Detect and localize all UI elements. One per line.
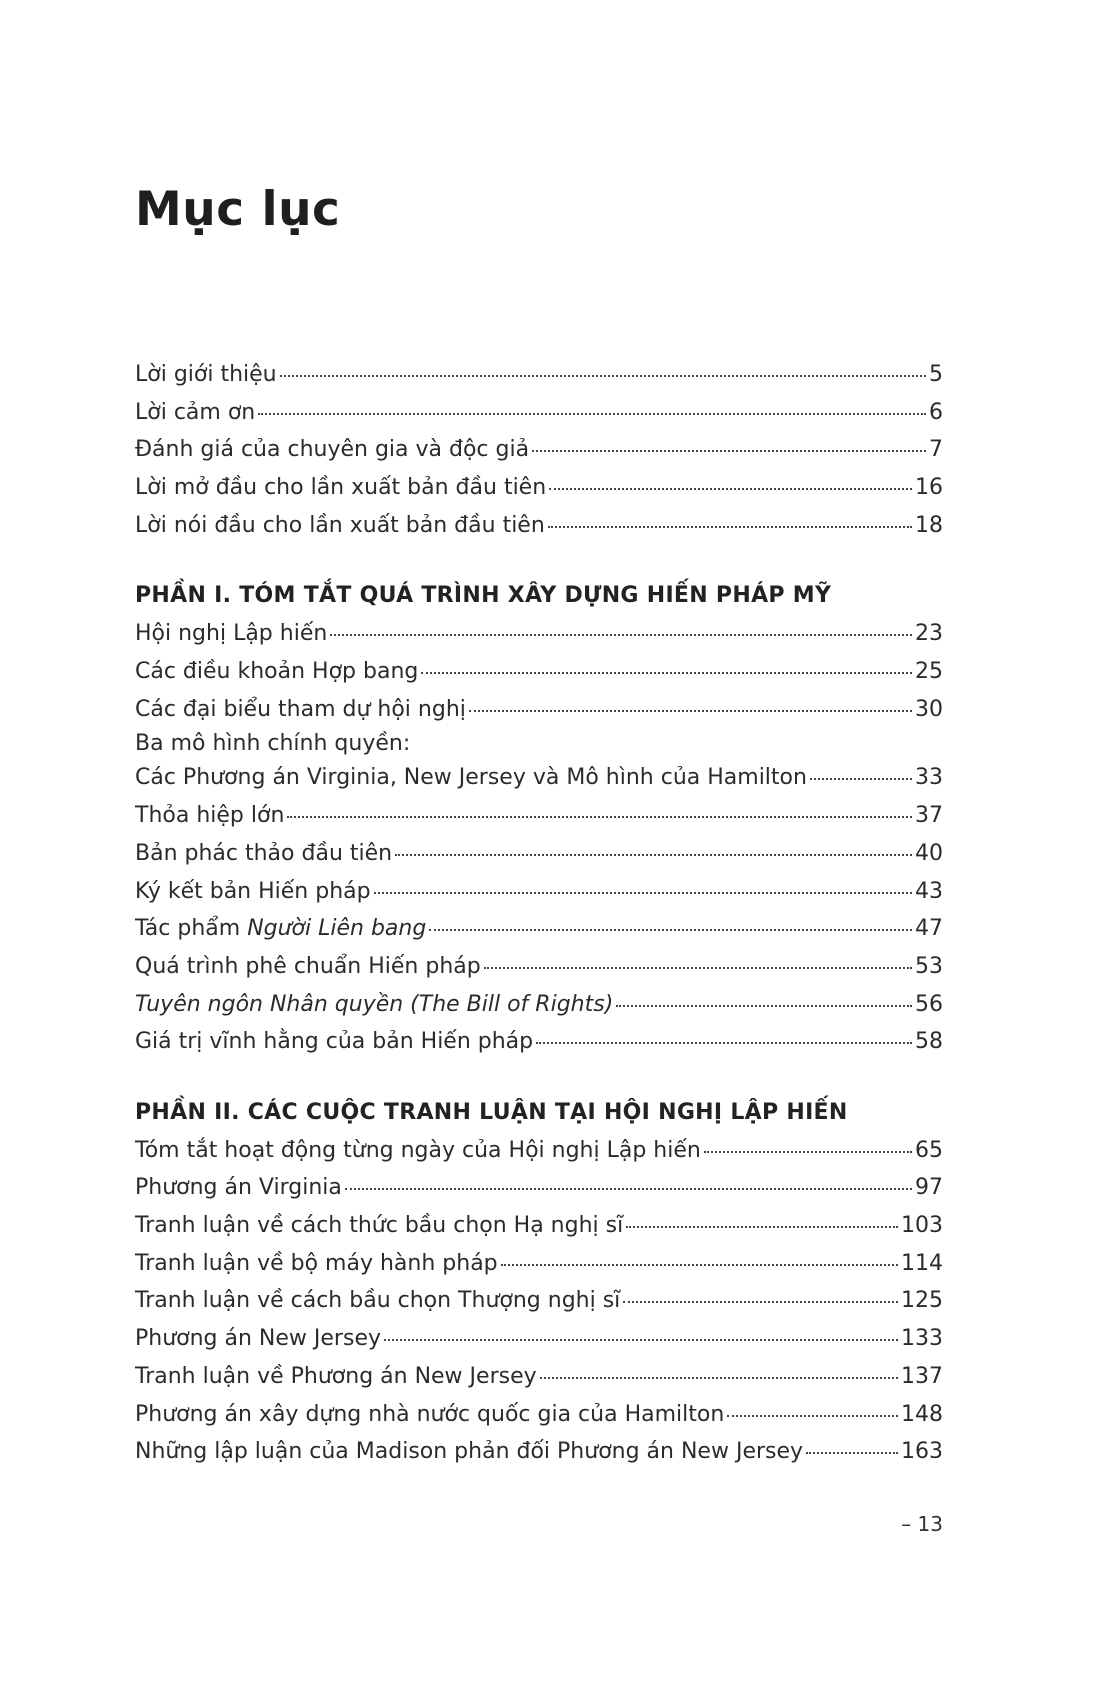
toc-entry-title: Lời mở đầu cho lần xuất bản đầu tiên — [135, 475, 547, 501]
table-of-contents — [135, 356, 943, 1471]
toc-entry-title: Tranh luận về cách thức bầu chọn Hạ nghị sĩ — [135, 1213, 624, 1239]
toc-entry — [135, 1433, 943, 1471]
dot-leader — [258, 411, 926, 415]
dot-leader — [287, 814, 912, 818]
toc-entry-page: 137 — [901, 1363, 943, 1389]
toc-entry-title-italic: Người Liên bang — [247, 916, 427, 942]
toc-entry-page: 97 — [915, 1175, 943, 1201]
toc-entry-page: 23 — [915, 621, 943, 647]
toc-entry-page: 163 — [901, 1439, 943, 1465]
toc-entry-title-prefix: Tác phẩm — [135, 916, 248, 942]
dot-leader — [806, 1450, 898, 1454]
toc-entry-title: Hội nghị Lập hiến — [135, 621, 328, 647]
toc-entry-title: Tranh luận về Phương án New Jersey — [135, 1363, 537, 1389]
toc-entry-title: Phương án New Jersey — [135, 1326, 381, 1352]
toc-entry-title: Phương án xây dựng nhà nước quốc gia của Hamilton — [135, 1401, 725, 1427]
dot-leader — [616, 1003, 912, 1007]
toc-entry-title-line2: Các Phương án Virginia, New Jersey và Mô hình của Hamilton — [135, 765, 807, 791]
toc-entry — [135, 653, 943, 691]
toc-entry-title: Những lập luận của Madison phản đối Phương án New Jersey — [135, 1439, 804, 1465]
toc-entry-title: Phương án Virginia — [135, 1175, 342, 1201]
toc-entry-title: Lời cảm ơn — [135, 399, 256, 425]
toc-entry — [135, 691, 943, 729]
toc-entry-page: 18 — [915, 512, 943, 538]
toc-entry — [135, 1023, 943, 1061]
dot-leader — [727, 1413, 898, 1417]
toc-entry — [135, 835, 943, 873]
toc-entry — [135, 1320, 943, 1358]
dot-leader — [421, 670, 912, 674]
toc-entry-title: Lời giới thiệu — [135, 362, 277, 387]
toc-entry-page: 65 — [915, 1137, 943, 1163]
toc-entry — [135, 1358, 943, 1396]
toc-entry — [135, 1282, 943, 1320]
toc-entry — [135, 728, 943, 797]
toc-entry — [135, 1207, 943, 1245]
toc-entry — [135, 507, 943, 545]
toc-entry — [135, 469, 943, 507]
dot-leader — [280, 373, 926, 377]
section-heading-part-1: PHẦN I. TÓM TẮT QUÁ TRÌNH XÂY DỰNG HIẾN PHÁP MỸ — [135, 583, 832, 609]
page-title: Mục lục — [135, 182, 341, 237]
toc-entry-title: Đánh giá của chuyên gia và độc giả — [135, 437, 530, 463]
dot-leader — [501, 1262, 898, 1266]
section-heading-part-2: PHẦN II. CÁC CUỘC TRANH LUẬN TẠI HỘI NGHỊ LẬP HIẾN — [135, 1100, 848, 1125]
toc-entry-page: 37 — [915, 803, 943, 829]
dot-leader — [395, 852, 912, 856]
toc-entry-title: Bản phác thảo đầu tiên — [135, 840, 393, 866]
toc-entry-page: 103 — [901, 1213, 943, 1239]
toc-entry-page: 25 — [915, 658, 943, 684]
toc-entry-title: Tranh luận về bộ máy hành pháp — [135, 1250, 498, 1276]
toc-entry-page: 6 — [929, 399, 943, 425]
toc-entry-title: Giá trị vĩnh hằng của bản Hiến pháp — [135, 1029, 534, 1055]
dot-leader — [484, 965, 912, 969]
toc-entry-line — [135, 759, 943, 797]
toc-entry-page: 58 — [915, 1029, 943, 1055]
dot-leader — [540, 1375, 898, 1379]
dot-leader — [626, 1224, 898, 1228]
toc-entry — [135, 1245, 943, 1283]
toc-entry-page: 7 — [929, 437, 943, 463]
toc-entry-title — [135, 910, 426, 948]
dot-leader — [623, 1299, 898, 1303]
toc-entry-title: Tóm tắt hoạt động từng ngày của Hội nghị Lập hiến — [135, 1137, 701, 1163]
dot-leader — [469, 708, 912, 712]
toc-entry-title-line1: Ba mô hình chính quyền: — [135, 731, 411, 757]
toc-entry — [135, 986, 943, 1024]
dot-leader — [384, 1337, 898, 1341]
toc-entry — [135, 394, 943, 432]
toc-entry-page: 125 — [901, 1288, 943, 1314]
dot-leader — [810, 776, 912, 780]
toc-entry-page: 30 — [915, 696, 943, 722]
toc-entry-title: Các đại biểu tham dự hội nghị — [135, 696, 466, 722]
toc-entry-page: 114 — [901, 1250, 943, 1276]
toc-entry-page: 47 — [915, 916, 943, 942]
toc-entry-page: 53 — [915, 953, 943, 979]
toc-entry — [135, 615, 943, 653]
dot-leader — [548, 524, 912, 528]
toc-entry-page: 16 — [915, 475, 943, 501]
toc-entry-page: 40 — [915, 840, 943, 866]
toc-entry-page: 43 — [915, 878, 943, 904]
toc-entry-title: Tranh luận về cách bầu chọn Thượng nghị sĩ — [135, 1288, 621, 1314]
dot-leader — [345, 1186, 912, 1190]
dot-leader — [549, 486, 912, 490]
toc-entry-title: Tuyên ngôn Nhân quyền (The Bill of Rights) — [135, 991, 614, 1017]
dot-leader — [374, 890, 912, 894]
toc-entry-page: 148 — [901, 1401, 943, 1427]
dot-leader — [330, 632, 912, 636]
toc-entry-page: 33 — [915, 765, 943, 791]
toc-entry-page: 133 — [901, 1326, 943, 1352]
toc-entry — [135, 356, 943, 394]
toc-entry — [135, 910, 943, 948]
toc-entry — [135, 797, 943, 835]
toc-entry-title: Ký kết bản Hiến pháp — [135, 878, 371, 904]
page-number: – 13 — [901, 1512, 943, 1536]
toc-entry — [135, 431, 943, 469]
toc-entry — [135, 1169, 943, 1207]
toc-entry-title: Các điều khoản Hợp bang — [135, 658, 419, 684]
dot-leader — [532, 448, 926, 452]
toc-entry-page: 56 — [915, 991, 943, 1017]
toc-entry — [135, 873, 943, 911]
toc-entry — [135, 1132, 943, 1170]
toc-entry-page: 5 — [929, 362, 943, 387]
toc-entry — [135, 948, 943, 986]
toc-entry-title: Quá trình phê chuẩn Hiến pháp — [135, 953, 481, 979]
toc-entry-title: Thỏa hiệp lớn — [135, 803, 285, 829]
dot-leader — [704, 1149, 912, 1153]
dot-leader — [429, 927, 912, 931]
dot-leader — [536, 1040, 912, 1044]
toc-entry — [135, 1396, 943, 1434]
toc-entry-line — [135, 728, 943, 759]
toc-entry-title: Lời nói đầu cho lần xuất bản đầu tiên — [135, 512, 545, 538]
